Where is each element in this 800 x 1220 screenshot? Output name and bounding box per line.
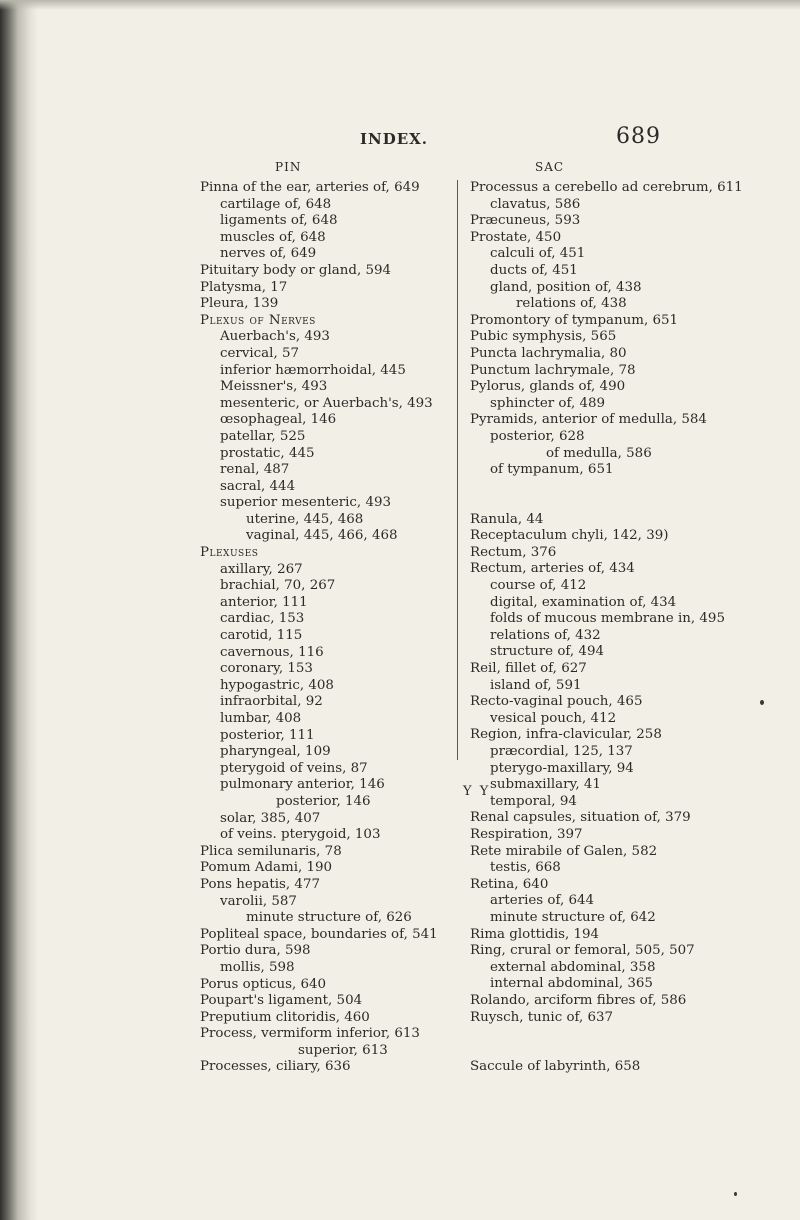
index-entry: Renal capsules, situation of, 379 [470, 810, 691, 826]
index-entry: Pituitary body or gland, 594 [200, 262, 392, 278]
index-subentry: relations of, 438 [516, 296, 627, 312]
index-entry: Preputium clitoridis, 460 [200, 1009, 370, 1025]
index-entry: Pyramids, anterior of medulla, 584 [470, 412, 707, 428]
index-subentry: of medulla, 586 [546, 445, 652, 461]
index-entry: Puncta lachrymalia, 80 [470, 345, 627, 361]
index-entry: Saccule of labyrinth, 658 [470, 1059, 641, 1075]
index-entry: Rima glottidis, 194 [470, 926, 600, 942]
index-entry: Respiration, 397 [470, 826, 583, 842]
index-entry: Ring, crural or femoral, 505, 507 [470, 943, 695, 959]
left-column-heading: PIN [275, 160, 302, 174]
index-subentry: course of, 412 [490, 578, 587, 594]
index-entry: Plexuses [200, 545, 259, 561]
index-entry: Poupart's ligament, 504 [200, 993, 363, 1009]
index-subentry: varolii, 587 [220, 893, 297, 909]
index-subentry: carotid, 115 [220, 628, 303, 644]
index-entry: Pleura, 139 [200, 296, 279, 312]
index-subentry: of tympanum, 651 [490, 462, 614, 478]
index-subentry: vaginal, 445, 466, 468 [246, 528, 398, 544]
signature-mark: Y Y [463, 784, 491, 799]
index-entry: Pons hepatis, 477 [200, 876, 320, 892]
index-entry: Processes, ciliary, 636 [200, 1059, 351, 1075]
index-subentry: patellar, 525 [220, 428, 306, 444]
ink-speck [760, 700, 764, 705]
index-subentry: pterygoid of veins, 87 [220, 760, 368, 776]
index-subentry: Auerbach's, 493 [220, 329, 330, 345]
index-subentry: œsophageal, 146 [220, 412, 337, 428]
index-subentry: solar, 385, 407 [220, 810, 321, 826]
index-subentry: island of, 591 [490, 677, 582, 693]
index-subentry: prostatic, 445 [220, 445, 315, 461]
index-subentry: sacral, 444 [220, 478, 296, 494]
index-entry: Reil, fillet of, 627 [470, 661, 587, 677]
index-subentry: minute structure of, 626 [246, 910, 412, 926]
column-divider [457, 180, 458, 760]
index-subentry: pulmonary anterior, 146 [220, 777, 385, 793]
index-entry: Platysma, 17 [200, 279, 288, 295]
index-entry: Portio dura, 598 [200, 943, 311, 959]
section-gap [470, 1026, 770, 1059]
index-subentry: clavatus, 586 [490, 196, 581, 212]
left-index-column [200, 180, 450, 1076]
index-subentry: external abdominal, 358 [490, 959, 656, 975]
running-head: INDEX. [360, 130, 429, 148]
index-entry: Promontory of tympanum, 651 [470, 312, 679, 328]
index-subentry: axillary, 267 [220, 561, 303, 577]
index-subentry: cavernous, 116 [220, 644, 324, 660]
index-subentry: posterior, 111 [220, 727, 315, 743]
index-subentry: cartilage of, 648 [220, 196, 332, 212]
index-entry: Rectum, 376 [470, 544, 557, 560]
index-subentry: præcordial, 125, 137 [490, 744, 633, 759]
index-subentry: inferior hæmorrhoidal, 445 [220, 362, 406, 378]
index-subentry: vesical pouch, 412 [490, 710, 617, 726]
section-gap [470, 479, 770, 512]
index-entry: Process, vermiform inferior, 613 [200, 1026, 420, 1042]
index-entry: Pubic symphysis, 565 [470, 329, 617, 345]
index-entry: Præcuneus, 593 [470, 213, 581, 229]
index-subentry: sphincter of, 489 [490, 395, 606, 411]
index-entry: Ranula, 44 [470, 511, 544, 527]
index-entry: Prostate, 450 [470, 229, 562, 245]
right-index-column [470, 180, 770, 1076]
index-entry: Pomum Adami, 190 [200, 860, 333, 876]
index-entry: Ruysch, tunic of, 637 [470, 1009, 614, 1025]
index-subentry: anterior, 111 [220, 594, 308, 610]
index-subentry: superior, 613 [298, 1042, 388, 1058]
index-subentry: cardiac, 153 [220, 611, 305, 627]
index-entry: Rolando, arciform fibres of, 586 [470, 992, 687, 1008]
index-subentry: gland, position of, 438 [490, 279, 642, 295]
index-subentry: ducts of, 451 [490, 262, 578, 278]
index-subentry: nerves of, 649 [220, 246, 317, 262]
index-subentry: lumbar, 408 [220, 711, 302, 726]
book-spine-shadow [0, 0, 38, 1220]
index-subentry: brachial, 70, 267 [220, 578, 336, 594]
ink-speck [734, 1192, 737, 1196]
index-entry: Region, infra-clavicular, 258 [470, 727, 662, 743]
index-entry: Pinna of the ear, arteries of, 649 [200, 180, 420, 195]
index-entry: Plica semilunaris, 78 [200, 843, 342, 859]
index-subentry: infraorbital, 92 [220, 694, 323, 710]
index-entry: Receptaculum chyli, 142, 39) [470, 528, 669, 544]
index-subentry: minute structure of, 642 [490, 909, 656, 925]
index-subentry: pterygo-maxillary, 94 [490, 760, 634, 776]
index-entry: Processus a cerebello ad cerebrum, 611 [470, 180, 743, 195]
index-subentry: relations of, 432 [490, 627, 601, 643]
index-entry: Popliteal space, boundaries of, 541 [200, 926, 438, 942]
index-subentry: mesenteric, or Auerbach's, 493 [220, 395, 433, 411]
index-subentry: pharyngeal, 109 [220, 744, 331, 760]
index-subentry: Meissner's, 493 [220, 379, 328, 395]
index-subentry: muscles of, 648 [220, 229, 326, 245]
index-subentry: posterior, 146 [276, 793, 371, 809]
index-subentry: submaxillary, 41 [490, 777, 601, 793]
page-number: 689 [616, 124, 661, 149]
index-entry: Retina, 640 [470, 876, 549, 892]
right-column-heading: SAC [535, 160, 565, 174]
index-subentry: structure of, 494 [490, 644, 604, 660]
index-entry: Punctum lachrymale, 78 [470, 362, 636, 378]
index-subentry: posterior, 628 [490, 428, 585, 444]
index-subentry: cervical, 57 [220, 345, 299, 361]
index-subentry: folds of mucous membrane in, 495 [490, 611, 725, 627]
index-subentry: calculi of, 451 [490, 246, 586, 262]
index-subentry: mollis, 598 [220, 959, 295, 975]
index-subentry: renal, 487 [220, 462, 290, 478]
index-subentry: internal abdominal, 365 [490, 976, 653, 992]
index-subentry: uterine, 445, 468 [246, 511, 364, 527]
index-subentry: hypogastric, 408 [220, 677, 334, 693]
index-subentry: testis, 668 [490, 860, 561, 876]
index-subentry: digital, examination of, 434 [490, 594, 677, 610]
index-subentry: superior mesenteric, 493 [220, 495, 391, 511]
index-entry: Plexus of Nerves [200, 312, 316, 328]
index-entry: Pylorus, glands of, 490 [470, 379, 626, 395]
index-entry: Recto-vaginal pouch, 465 [470, 694, 643, 710]
index-subentry: arteries of, 644 [490, 893, 595, 909]
index-entry: Porus opticus, 640 [200, 976, 327, 992]
index-subentry: ligaments of, 648 [220, 213, 338, 229]
page-top-shadow [0, 0, 800, 10]
index-entry: Rectum, arteries of, 434 [470, 561, 635, 577]
index-subentry: temporal, 94 [490, 793, 577, 809]
index-subentry: of veins. pterygoid, 103 [220, 827, 381, 843]
index-subentry: coronary, 153 [220, 661, 313, 677]
index-entry: Rete mirabile of Galen, 582 [470, 843, 658, 859]
